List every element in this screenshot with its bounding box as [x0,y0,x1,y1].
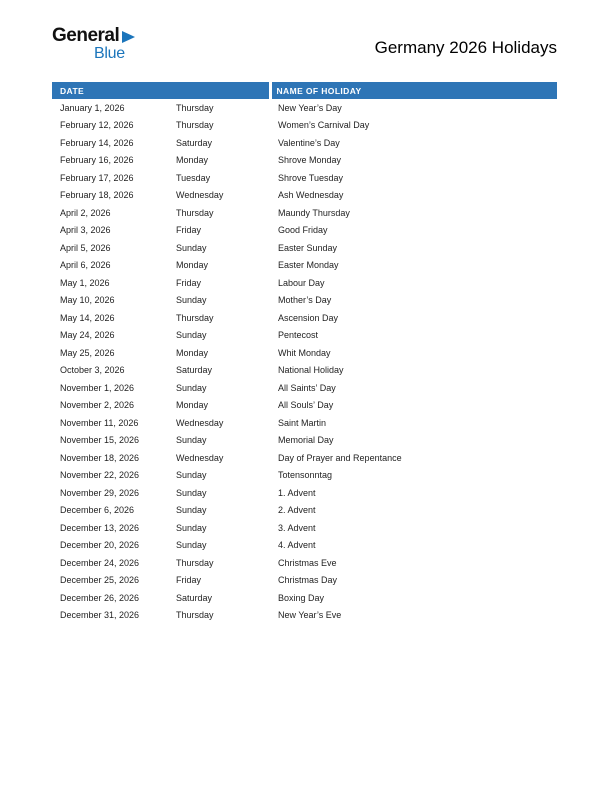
holiday-cell: Whit Monday [278,347,331,358]
holiday-cell: Ash Wednesday [278,190,344,201]
day-cell: Saturday [176,137,213,148]
table-row [52,537,557,555]
holiday-cell: 3. Advent [278,522,316,533]
date-cell: November 2, 2026 [60,400,135,411]
holiday-cell: Christmas Eve [278,557,337,568]
day-cell: Wednesday [176,190,224,201]
day-cell: Monday [176,400,209,411]
day-cell: Monday [176,155,209,166]
table-row [52,274,557,292]
table-row [52,327,557,345]
date-cell: November 11, 2026 [60,417,139,428]
column-header-name: NAME OF HOLIDAY [270,82,557,99]
table-row [52,257,557,275]
holiday-cell: Pentecost [278,330,319,341]
holiday-cell: Shrove Monday [278,155,342,166]
date-cell: November 29, 2026 [60,487,140,498]
date-cell: May 25, 2026 [60,347,115,358]
day-cell: Friday [176,277,202,288]
date-cell: April 3, 2026 [60,225,111,236]
day-cell: Wednesday [176,417,224,428]
day-cell: Thursday [176,207,214,218]
table-row [52,362,557,380]
logo-top-row [52,26,135,45]
page-header [52,26,557,62]
page-title: Germany 2026 Holidays [374,38,557,57]
date-cell: May 1, 2026 [60,277,110,288]
table-row [52,572,557,590]
holiday-cell: Day of Prayer and Repentance [278,452,402,463]
holiday-cell: Saint Martin [278,417,327,428]
day-cell: Saturday [176,592,213,603]
holiday-cell: All Saints’ Day [278,382,336,393]
holiday-cell: Valentine’s Day [278,137,340,148]
date-cell: April 5, 2026 [60,242,111,253]
table-row [52,222,557,240]
holiday-table [52,82,557,624]
date-cell: December 31, 2026 [60,610,140,621]
table-header-row [52,82,557,99]
date-cell: April 2, 2026 [60,207,111,218]
day-cell: Sunday [176,242,207,253]
date-cell: February 18, 2026 [60,190,134,201]
day-cell: Thursday [176,557,214,568]
holiday-cell: 4. Advent [278,540,316,551]
holiday-cell: Maundy Thursday [278,207,350,218]
day-cell: Thursday [176,610,214,621]
date-cell: December 25, 2026 [60,575,140,586]
date-cell: November 1, 2026 [60,382,135,393]
day-cell: Friday [176,575,202,586]
holiday-cell: Memorial Day [278,435,334,446]
date-cell: November 18, 2026 [60,452,140,463]
date-cell: January 1, 2026 [60,102,125,113]
holiday-cell: New Year’s Eve [278,610,342,621]
table-row [52,152,557,170]
holiday-cell: 2. Advent [278,505,316,516]
holiday-cell: 1. Advent [278,487,316,498]
day-cell: Sunday [176,487,207,498]
date-cell: October 3, 2026 [60,365,125,376]
holiday-cell: New Year’s Day [278,102,342,113]
date-cell: February 16, 2026 [60,155,134,166]
date-cell: February 12, 2026 [60,120,134,131]
holiday-cell: Mother’s Day [278,295,332,306]
holiday-cell: Labour Day [278,277,325,288]
day-cell: Sunday [176,505,207,516]
table-row [52,187,557,205]
table-row [52,467,557,485]
date-cell: December 26, 2026 [60,592,140,603]
date-cell: May 10, 2026 [60,295,115,306]
table-row [52,607,557,625]
general-blue-logo [52,26,135,62]
day-cell: Sunday [176,295,207,306]
table-row [52,589,557,607]
day-cell: Sunday [176,540,207,551]
table-row [52,397,557,415]
table-row [52,379,557,397]
holiday-cell: Totensonntag [278,470,333,481]
table-row [52,117,557,135]
holiday-cell: Shrove Tuesday [278,172,344,183]
table-row [52,502,557,520]
day-cell: Thursday [176,312,214,323]
day-cell: Sunday [176,382,207,393]
day-cell: Sunday [176,435,207,446]
day-cell: Friday [176,225,202,236]
day-cell: Sunday [176,522,207,533]
date-cell: December 13, 2026 [60,522,140,533]
holiday-cell: Boxing Day [278,592,325,603]
logo-text-general: General [52,25,120,46]
date-cell: November 22, 2026 [60,470,140,481]
table-row [52,554,557,572]
table-row [52,414,557,432]
table-row [52,99,557,117]
logo-text-blue: Blue [94,45,125,62]
date-cell: February 17, 2026 [60,172,134,183]
date-cell: November 15, 2026 [60,435,140,446]
day-cell: Thursday [176,120,214,131]
table-row [52,449,557,467]
holiday-cell: All Souls’ Day [278,400,334,411]
day-cell: Thursday [176,102,214,113]
table-row [52,292,557,310]
holiday-cell: Women’s Carnival Day [278,120,370,131]
holiday-table-body [52,99,557,624]
holiday-cell: Easter Monday [278,260,339,271]
table-row [52,309,557,327]
logo-flag-icon [122,31,135,43]
table-row [52,519,557,537]
table-row [52,204,557,222]
table-row [52,134,557,152]
day-cell: Wednesday [176,452,224,463]
day-cell: Sunday [176,330,207,341]
table-row [52,239,557,257]
day-cell: Monday [176,260,209,271]
date-cell: December 24, 2026 [60,557,140,568]
table-row [52,432,557,450]
date-cell: May 14, 2026 [60,312,115,323]
date-cell: April 6, 2026 [60,260,111,271]
date-cell: May 24, 2026 [60,330,115,341]
holiday-cell: Good Friday [278,225,328,236]
table-row [52,484,557,502]
holiday-cell: Easter Sunday [278,242,338,253]
date-cell: February 14, 2026 [60,137,134,148]
day-cell: Saturday [176,365,213,376]
date-cell: December 6, 2026 [60,505,135,516]
column-header-date: DATE [52,82,270,99]
day-cell: Sunday [176,470,207,481]
table-row [52,344,557,362]
day-cell: Monday [176,347,209,358]
date-cell: December 20, 2026 [60,540,140,551]
holiday-cell: Ascension Day [278,312,339,323]
day-cell: Tuesday [176,172,211,183]
holiday-cell: Christmas Day [278,575,338,586]
holiday-cell: National Holiday [278,365,344,376]
table-row [52,169,557,187]
